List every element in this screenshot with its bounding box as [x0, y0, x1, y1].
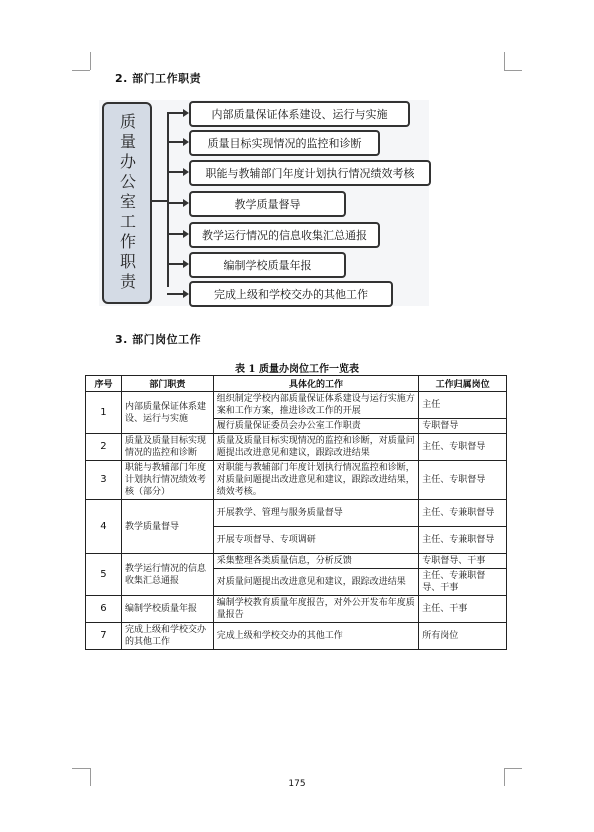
col-header-work: 具体化的工作: [213, 376, 418, 392]
row-duty: 完成上级和学校交办的其他工作: [121, 623, 213, 650]
section3-heading: 3. 部门岗位工作: [115, 333, 202, 346]
duty-table: [85, 375, 507, 650]
row-work: 完成上级和学校交办的其他工作: [213, 623, 418, 650]
table-row: [86, 623, 507, 650]
row-num: 4: [86, 500, 122, 554]
diagram-center-box: [102, 102, 152, 304]
table-caption: 表 1 质量办岗位工作一览表: [235, 364, 359, 375]
diagram-center-label: 质量办公室工作职责: [117, 113, 137, 293]
crop-mark-tl-h: [72, 70, 90, 71]
row-post: 主任、专兼职督导、干事: [419, 569, 507, 596]
duty-item-7: 完成上级和学校交办的其他工作: [189, 281, 393, 307]
row-post: 主任: [419, 392, 507, 419]
row-post: 主任、专兼职督导: [419, 500, 507, 527]
table-row: [86, 500, 507, 527]
row-work: 开展教学、管理与服务质量督导: [213, 500, 418, 527]
duty-item-4: 教学质量督导: [189, 191, 346, 217]
row-duty: 质量及质量目标实现情况的监控和诊断: [121, 434, 213, 461]
row-num: 3: [86, 461, 122, 500]
table-row: [86, 434, 507, 461]
page-number: 175: [288, 779, 306, 789]
col-header-num: 序号: [86, 376, 122, 392]
row-work: 组织制定学校内部质量保证体系建设与运行实施方案和工作方案，推进诊改工作的开展: [213, 392, 418, 419]
table-header-row: [86, 376, 507, 392]
row-post: 专职督导、干事: [419, 554, 507, 569]
row-duty: 职能与教辅部门年度计划执行情况绩效考核（部分）: [121, 461, 213, 500]
row-work: 对质量问题提出改进意见和建议，跟踪改进结果: [213, 569, 418, 596]
row-num: 6: [86, 596, 122, 623]
row-post: 专职督导: [419, 419, 507, 434]
table-row: [86, 461, 507, 500]
duties-diagram: [99, 100, 429, 306]
col-header-post: 工作归属岗位: [419, 376, 507, 392]
connector-vertical: [167, 112, 169, 287]
row-duty: 编制学校质量年报: [121, 596, 213, 623]
crop-mark-tr: [504, 52, 505, 70]
crop-mark-br-h: [504, 768, 522, 769]
row-work: 质量及质量目标实现情况的监控和诊断，对质量问题提出改进意见和建议，跟踪改进结果: [213, 434, 418, 461]
table-row: [86, 596, 507, 623]
duty-item-6: 编制学校质量年报: [189, 252, 346, 278]
duty-item-5: 教学运行情况的信息收集汇总通报: [189, 222, 380, 248]
row-post: 所有岗位: [419, 623, 507, 650]
row-duty: 教学质量督导: [121, 500, 213, 554]
row-post: 主任、专职督导: [419, 461, 507, 500]
connector-main: [150, 200, 168, 202]
row-post: 主任、干事: [419, 596, 507, 623]
crop-mark-tl: [90, 52, 91, 70]
row-work: 履行质量保证委员会办公室工作职责: [213, 419, 418, 434]
row-post: 主任、专职督导: [419, 434, 507, 461]
col-header-duty: 部门职责: [121, 376, 213, 392]
section2-heading: 2. 部门工作职责: [115, 72, 202, 85]
row-duty: 内部质量保证体系建设、运行与实施: [121, 392, 213, 434]
row-work: 编制学校教育质量年度报告，对外公开发布年度质量报告: [213, 596, 418, 623]
row-duty: 教学运行情况的信息收集汇总通报: [121, 554, 213, 596]
row-work: 开展专项督导、专项调研: [213, 527, 418, 554]
row-num: 2: [86, 434, 122, 461]
crop-mark-tr-h: [504, 70, 522, 71]
row-work: 对职能与教辅部门年度计划执行情况监控和诊断，对质量问题提出改进意见和建议，跟踪改进结果，绩效考核。: [213, 461, 418, 500]
table-row: [86, 392, 507, 419]
row-work: 采集整理各类质量信息，分析反馈: [213, 554, 418, 569]
row-num: 5: [86, 554, 122, 596]
row-post: 主任、专兼职督导: [419, 527, 507, 554]
row-num: 1: [86, 392, 122, 434]
row-num: 7: [86, 623, 122, 650]
duty-item-2: 质量目标实现情况的监控和诊断: [189, 130, 380, 156]
duty-item-3: 职能与教辅部门年度计划执行情况绩效考核: [189, 160, 431, 186]
table-row: [86, 554, 507, 569]
crop-mark-bl-h: [72, 768, 90, 769]
duty-item-1: 内部质量保证体系建设、运行与实施: [189, 101, 410, 127]
